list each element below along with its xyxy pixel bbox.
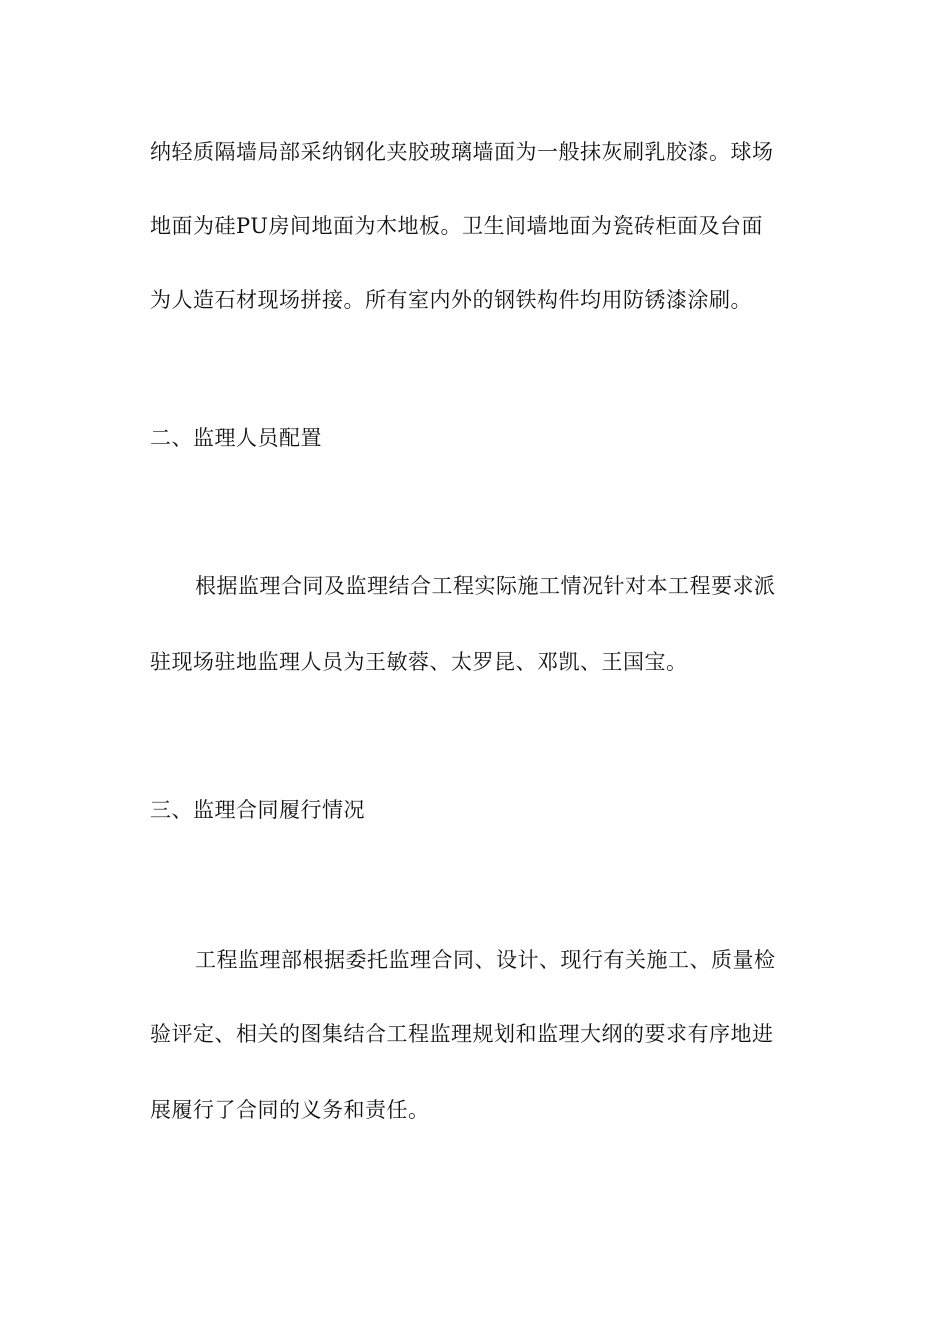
paragraph-line: 展履行了合同的义务和责任。 — [150, 1098, 430, 1122]
paragraph-line: 驻现场驻地监理人员为王敏蓉、太罗昆、邓凯、王国宝。 — [150, 650, 688, 674]
paragraph-line: 为人造石材现场拼接。所有室内外的钢铁构件均用防锈漆涂刷。 — [150, 288, 752, 312]
paragraph-line: 纳轻质隔墙局部采纳钢化夹胶玻璃墙面为一般抹灰刷乳胶漆。球场 — [150, 140, 774, 164]
paragraph-line: 地面为硅PU房间地面为木地板。卫生间墙地面为瓷砖柜面及台面 — [150, 214, 763, 238]
paragraph-line: 工程监理部根据委托监理合同、设计、现行有关施工、质量检 — [195, 948, 776, 972]
section-heading: 二、监理人员配置 — [150, 426, 322, 450]
paragraph-line: 根据监理合同及监理结合工程实际施工情况针对本工程要求派 — [195, 574, 776, 598]
section-heading: 三、监理合同履行情况 — [150, 798, 365, 822]
paragraph-line: 验评定、相关的图集结合工程监理规划和监理大纲的要求有序地进 — [150, 1022, 774, 1046]
